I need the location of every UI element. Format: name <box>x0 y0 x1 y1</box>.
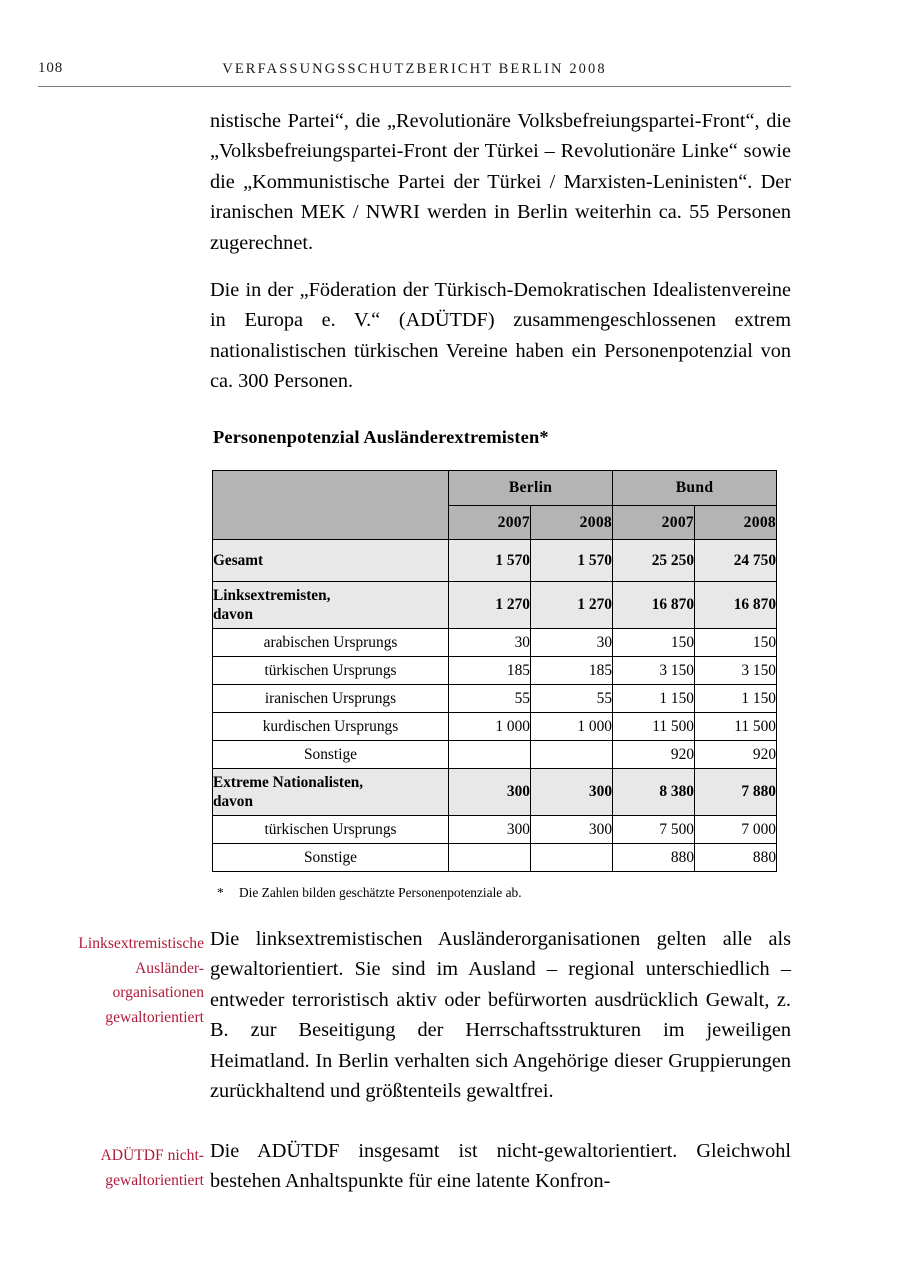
row-label: iranischen Ursprungs <box>213 685 449 713</box>
table-row <box>213 741 777 769</box>
cell-berlin-2007: 1 570 <box>449 540 531 582</box>
table-row <box>213 657 777 685</box>
margin-note-linksextremistische: Linksextremistische Ausländer- organisationen gewaltorientiert <box>78 935 204 1026</box>
cell-bund-2007: 1 150 <box>613 685 695 713</box>
table-caption: Personenpotenzial Ausländerextremisten* <box>213 427 549 447</box>
cell-bund-2007: 7 500 <box>613 816 695 844</box>
cell-berlin-2008: 55 <box>531 685 613 713</box>
cell-bund-2007: 11 500 <box>613 713 695 741</box>
cell-berlin-2008 <box>531 844 613 872</box>
row-label: Sonstige <box>213 741 449 769</box>
table-row <box>213 629 777 657</box>
header-year-bund-2007: 2007 <box>613 506 695 540</box>
cell-berlin-2007: 55 <box>449 685 531 713</box>
row-label: türkischen Ursprungs <box>213 657 449 685</box>
cell-bund-2008: 920 <box>695 741 777 769</box>
running-head <box>38 60 791 88</box>
cell-bund-2007: 920 <box>613 741 695 769</box>
block-linksextremistische <box>0 924 900 1136</box>
row-label: türkischen Ursprungs <box>213 816 449 844</box>
cell-bund-2008: 3 150 <box>695 657 777 685</box>
cell-berlin-2008: 1 000 <box>531 713 613 741</box>
cell-bund-2007: 8 380 <box>613 769 695 816</box>
header-year-berlin-2007: 2007 <box>449 506 531 540</box>
row-label: Linksextremisten, davon <box>213 582 449 629</box>
table-row <box>213 540 777 582</box>
body-column-lower <box>0 924 900 1193</box>
table-header-row-groups <box>213 471 777 506</box>
table-header <box>213 471 777 540</box>
cell-bund-2008: 11 500 <box>695 713 777 741</box>
table-row <box>213 713 777 741</box>
cell-berlin-2007: 300 <box>449 769 531 816</box>
cell-bund-2007: 880 <box>613 844 695 872</box>
table-body <box>213 540 777 872</box>
cell-bund-2007: 16 870 <box>613 582 695 629</box>
cell-berlin-2007: 185 <box>449 657 531 685</box>
page-number: 108 <box>38 60 64 76</box>
cell-bund-2008: 1 150 <box>695 685 777 713</box>
paragraph-2: Die in der „Föderation der Türkisch-Demokratischen Idealistenvereine in Europa e. V.“ (ADÜTDF) zusammengeschlossenen extrem nationalistischen türkischen Vereine haben ein Personenpotenzial von ca. 300 Personen. <box>210 279 791 393</box>
table-row <box>213 844 777 872</box>
cell-berlin-2008: 300 <box>531 769 613 816</box>
cell-berlin-2007: 300 <box>449 816 531 844</box>
cell-bund-2008: 7 000 <box>695 816 777 844</box>
footnote-text: Die Zahlen bilden geschätzte Personenpotenziale ab. <box>239 885 522 900</box>
body-column-top <box>210 106 791 397</box>
table-row <box>213 769 777 816</box>
cell-berlin-2007 <box>449 844 531 872</box>
cell-berlin-2008: 30 <box>531 629 613 657</box>
cell-bund-2007: 3 150 <box>613 657 695 685</box>
paragraph-3-wrap <box>210 924 791 1106</box>
row-label: Gesamt <box>213 540 449 582</box>
paragraph-1: nistische Partei“, die „Revolutionäre Volksbefreiungspartei-Front“, die „Volksbefreiungspartei-Front der Türkei – Revolutionäre Linke“ sowie die „Kommunistische Partei der Türkei / Marxisten-Leninisten“. Der iranischen MEK / NWRI werden in Berlin weiterhin ca. 55 Personen zugerechnet. <box>210 110 791 254</box>
header-group-bund: Bund <box>613 471 777 506</box>
running-head-title: VERFASSUNGSSCHUTZBERICHT BERLIN 2008 <box>222 61 607 77</box>
paragraph-4-wrap <box>210 1136 791 1197</box>
cell-berlin-2007: 30 <box>449 629 531 657</box>
margin-note-adutdf: ADÜTDF nicht- gewaltorientiert <box>100 1147 204 1189</box>
header-year-berlin-2008: 2008 <box>531 506 613 540</box>
table-footnote <box>217 884 776 902</box>
cell-bund-2008: 24 750 <box>695 540 777 582</box>
table-row <box>213 816 777 844</box>
cell-berlin-2008: 1 570 <box>531 540 613 582</box>
header-blank-cell <box>213 471 449 540</box>
personenpotenzial-table <box>212 470 777 872</box>
cell-bund-2007: 150 <box>613 629 695 657</box>
cell-berlin-2007 <box>449 741 531 769</box>
cell-berlin-2008 <box>531 741 613 769</box>
row-label: Extreme Nationalisten, davon <box>213 769 449 816</box>
cell-bund-2008: 16 870 <box>695 582 777 629</box>
table-row <box>213 582 777 629</box>
table-row <box>213 685 777 713</box>
cell-berlin-2007: 1 270 <box>449 582 531 629</box>
cell-bund-2008: 880 <box>695 844 777 872</box>
row-label: arabischen Ursprungs <box>213 629 449 657</box>
footnote-marker: * <box>217 885 224 900</box>
header-year-bund-2008: 2008 <box>695 506 777 540</box>
paragraph-3: Die linksextremistischen Ausländerorganisationen gelten alle als gewaltorientiert. Sie sind im Ausland – regional unterschiedlich – entweder terroristisch aktiv oder befürworten ausdrücklich Gewalt, z. B. zur Beseitigung der Herrschaftsstrukturen im jeweiligen Heimatland. In Berlin verhalten sich Angehörige dieser Gruppierungen zurückhaltend und größtenteils gewaltfrei. <box>210 928 791 1103</box>
cell-bund-2007: 25 250 <box>613 540 695 582</box>
row-label: kurdischen Ursprungs <box>213 713 449 741</box>
cell-berlin-2007: 1 000 <box>449 713 531 741</box>
running-head-rule <box>38 86 791 87</box>
cell-berlin-2008: 185 <box>531 657 613 685</box>
cell-bund-2008: 7 880 <box>695 769 777 816</box>
cell-berlin-2008: 300 <box>531 816 613 844</box>
row-label: Sonstige <box>213 844 449 872</box>
cell-bund-2008: 150 <box>695 629 777 657</box>
cell-berlin-2008: 1 270 <box>531 582 613 629</box>
header-group-berlin: Berlin <box>449 471 613 506</box>
table-block <box>212 427 776 902</box>
paragraph-4: Die ADÜTDF insgesamt ist nicht-gewaltorientiert. Gleichwohl bestehen Anhaltspunkte für eine latente Konfron- <box>210 1140 791 1193</box>
